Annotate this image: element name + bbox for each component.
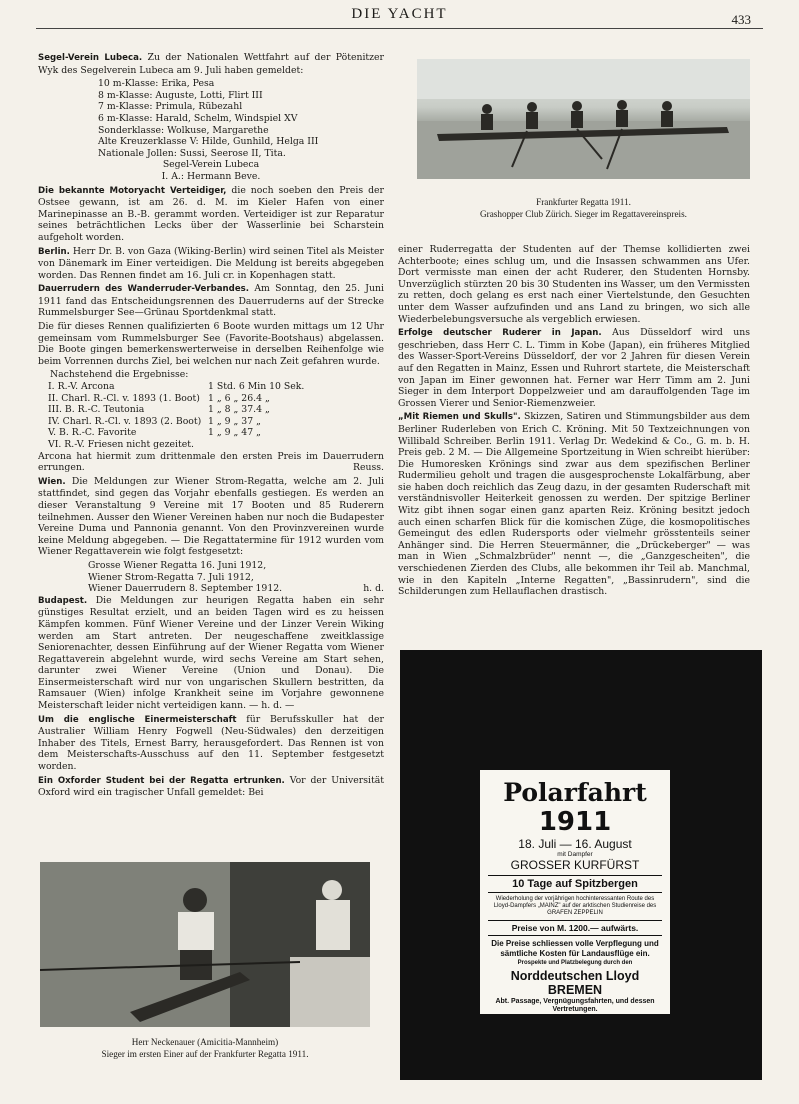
list-item: 8 m-Klasse: Auguste, Lotti, Flirt III — [98, 89, 263, 101]
list-item: Grosse Wiener Regatta 16. Juni 1912, — [88, 559, 267, 571]
table-row — [38, 381, 384, 393]
ad-abt: Abt. Passage, Vergnügungsfahrten, und dessen Vertretungen. — [495, 998, 655, 1013]
article-text — [38, 451, 384, 474]
article-einer — [38, 714, 384, 773]
table-row — [38, 416, 384, 428]
article-head: Um die englische Einermeisterschaft — [38, 714, 237, 725]
article-head: Berlin. — [38, 246, 70, 257]
result-name: IV. Charl. R.-Cl. v. 1893 (2. Boot) — [48, 415, 202, 427]
article-japan — [398, 327, 750, 409]
ad-year: 1911 — [538, 807, 612, 837]
article-budapest — [38, 595, 384, 712]
article-lubeca — [38, 52, 384, 76]
photo-caption — [417, 196, 750, 220]
result-name: VI. R.-V. Friesen nicht gezeitet. — [48, 439, 194, 450]
ad-small: Wiederholung der vorjährigen hochinteressanten Route des Lloyd-Dampfers „MAINZ" auf der arktischen Studienreise des GRAFEN ZEPPELIN — [493, 896, 657, 916]
rowing-photo — [417, 59, 750, 179]
article-dauerrudern — [38, 283, 384, 319]
article-head: Budapest. — [38, 595, 88, 606]
list-item: 6 m-Klasse: Harald, Schelm, Windspiel XV — [98, 112, 298, 124]
article-berlin — [38, 246, 384, 282]
article-text: Am Sonntag, den 25. Juni 1911 fand das Entscheidungsrennen des Dauerruderns auf der Strecke Rummelsburger See—Grünau Sportdenkmal statt. — [38, 283, 384, 319]
caption-line: Frankfurter Regatta 1911. — [536, 197, 631, 207]
table-row — [38, 427, 384, 439]
sculler-photo — [40, 862, 370, 1027]
result-time: 1 „ 8 „ 37.4 „ — [208, 404, 270, 416]
caption-line: Grashopper Club Zürich. Sieger im Regattavereinspreis. — [480, 209, 687, 219]
article-text: Die Meldungen zur heurigen Regatta haben ein sehr günstiges Resultat erzielt, und an beiden Tagen wird es zu heissen Kämpfen kommen. Fünf Wiener Vereine und der Linzer Verein Wiking werden am Start antreten. Der neugeschaffene zweitklassige Seniorenachter, dessen Einführung auf der Wiener Regatta vom Wiener Regattaverein abgelehnt wurde, wird sechs Vereine am Start sehen, darunter zwei Wiener Vereine (Union und Donau). Die Einsermeisterschaft wird nur von ungarischen Skullern bestritten, da Ramsauer (Wien) infolge Krankheit seine im Vorjahre gewonnene Meisterschaft leider nicht verteidigen kann. — h. d. — — [38, 594, 384, 712]
ad-preis: Preise von M. 1200.— aufwärts. — [488, 920, 662, 936]
page-number: 433 — [731, 12, 751, 27]
article-head: Segel-Verein Lubeca. — [38, 53, 143, 63]
caption-line: Sieger im ersten Einer auf der Frankfurter Regatta 1911. — [101, 1049, 309, 1059]
article-text: Zu der Nationalen Wettfahrt auf der Pötenitzer Wyk des Segelverein Lubeca am 9. Juli haben gemeldet: — [38, 52, 384, 76]
ad-ship: GROSSER KURFÜRST — [510, 858, 640, 872]
date-list — [38, 560, 384, 595]
article-skulls — [398, 411, 750, 598]
article-text: die noch soeben den Preis der Ostsee gewann, ist am 26. d. M. im Kieler Hafen von einer Marinepinasse an B.-B. gerammt worden. Verteidiger ist zur Reparatur seines beträchtlichen Lecks über der Wasserlinie bei Scharstein aufgeholt worden. — [38, 184, 384, 243]
ad-mit: mit Dampfer — [557, 851, 593, 858]
result-name: V. B. R.-C. Favorite — [48, 427, 137, 439]
table-row — [38, 393, 384, 405]
rowing-photo-illustration — [417, 59, 750, 179]
signature: I. A.: Hermann Beve. — [161, 170, 261, 182]
article-motoryacht — [38, 185, 384, 244]
article-text: Skizzen, Satiren und Stimmungsbilder aus dem Berliner Ruderleben von Erich C. Kröning. Mit 50 Textzeichnungen von Willibald Schreiber. Berlin 1911. Verlag Dr. Wedekind & Co., G. m. b. H. Preis geb. 2 M. — Die Allgemeine Sportzeitung in Wien schreibt hierüber: Die Humoresken Krönings sind zwar aus dem spezifischen Berliner Rudermilieu geholt und tragen die ausgesprochenste Lokalfärbung, aber sie haben doch reichlich das Zeug dazu, in der gesamten Ruderschaft mit verständnisvoller Heiterkeit genossen zu werden. Der spitzige Berliner Witz gibt ihnen sogar einen ganz aparten Reiz. Kröning besitzt jedoch auch einen scharfen Blick für die komischen Züge, die kosmopolitisches Gemeingut des edlen Rudersports oder vielmehr grösstenteils seiner Anhänger sind. Die Herren Steuermänner, die „Drückeberger" — was man in Wien „Schmalzbrüder" nennt —, die „Ganzgescheiten", die verschiedenen Zierden des Clubs, alle bekommen ihr Teil ab. Manchmal, wie in den Kapiteln „Interne Regatten", „Bassinrudern", sind die Schilderungen zum Hellauflachen drastisch. — [398, 411, 750, 598]
list-item — [88, 583, 384, 595]
result-time: 1 „ 9 „ 37 „ — [208, 415, 261, 427]
caption-line: Herr Neckenauer (Amicitia-Mannheim) — [131, 1037, 279, 1047]
article-text: Herr Dr. B. von Gaza (Wiking-Berlin) wird seinen Titel als Meister von Dänemark im Einer verteidigen. Die Meldung ist bereits abgegeben worden. Das Rennen findet am 16. Juli cr. in Kopenhagen statt. — [38, 245, 384, 281]
advertisement — [400, 650, 762, 1080]
sculler-photo-illustration — [40, 862, 370, 1027]
result-time — [208, 439, 358, 451]
article-text: Vor der Universität Oxford wird ein tragischer Unfall gemeldet: Bei — [38, 774, 384, 799]
result-name: II. Charl. R.-Cl. v. 1893 (1. Boot) — [48, 392, 200, 404]
list-item: Nationale Jollen: Sussi, Seerose II, Tita. — [98, 147, 286, 159]
article-head: Dauerrudern des Wanderruder-Verbandes. — [38, 284, 250, 295]
list-item: 7 m-Klasse: Primula, Rübezahl — [98, 101, 243, 113]
article-wien — [38, 476, 384, 558]
ad-title: Polarfahrt — [503, 778, 647, 807]
ad-incl: Die Preise schliessen volle Verpflegung und sämtliche Kosten für Landausflüge ein. — [491, 939, 659, 958]
result-time: 1 Std. 6 Min 10 Sek. — [208, 381, 305, 393]
ad-bremen: BREMEN — [547, 983, 603, 997]
article-text: Arcona hat hiermit zum drittenmale den ersten Preis im Dauerrudern errungen. — [38, 450, 384, 474]
ad-dates: 18. Juli — 16. August — [518, 837, 632, 851]
article-head: Die bekannte Motoryacht Verteidiger, — [38, 185, 227, 196]
article-text: für Berufsskuller hat der Australier William Henry Fogwell (Neu-Südwales) den derzeitigen Inhaber des Titels, Ernest Barry, herausgefordert. Das Rennen ist von dem Meisterschafts-Ausschuss auf den 11. September festgesetzt worden. — [38, 713, 384, 773]
table-row — [38, 404, 384, 416]
results-table — [38, 381, 384, 451]
list-item: Alte Kreuzerklasse V: Hilde, Gunhild, Helga III — [98, 136, 319, 148]
signature: Segel-Verein Lubeca — [162, 159, 260, 171]
entry-list — [38, 78, 384, 159]
header-rule — [36, 28, 763, 29]
result-name: I. R.-V. Arcona — [48, 381, 115, 393]
article-text: einer Ruderregatta der Studenten auf der Themse kollidierten zwei Achterboote; eines schlug um, und die Insassen schwammen ans Ufer. Dort vermisste man einen der acht Ruderer, den Studenten Hornsby. Unverzüglich stürzten 20 bis 30 Studenten ins Wasser, um den Vermissten zu retten, doch gelang es erst nach einer Viertelstunde, den Gesuchten unter dem Wasser aufzufinden und ans Land zu bringen, wo sich alle Wiederbelebungsversuche als vergeblich erwiesen. — [398, 244, 750, 325]
article-head: „Mit Riemen und Skulls". — [398, 412, 521, 423]
table-row — [38, 439, 384, 451]
ad-panel — [480, 770, 670, 1014]
page-title: DIE YACHT — [351, 6, 448, 22]
result-time: 1 „ 9 „ 47 „ — [208, 427, 261, 439]
list-item: 10 m-Klasse: Erika, Pesa — [98, 78, 215, 90]
ad-tage: 10 Tage auf Spitzbergen — [488, 875, 662, 893]
result-time: 1 „ 6 „ 26.4 „ — [208, 392, 270, 404]
article-text: Die Meldungen zur Wiener Strom-Regatta, welche am 2. Juli stattfindet, sind gegen das Vorjahr ebenfalls gestiegen. Es werden an dieser Veranstaltung 9 Vereine mit 17 Booten und 85 Ruderern teilnehmen. Ausser den Wiener Vereinen haben nur noch die Budapester Vereine Duma und Pannonia genannt. Von den Provinzvereinen wurde keine Meldung abgegeben. — Die Regattatermine für 1912 wurden vom Wiener Regattaverein wie folgt festgesetzt: — [38, 475, 384, 558]
article-head: Ein Oxforder Student bei der Regatta ertrunken. — [38, 775, 285, 786]
ad-lloyd: Norddeutschen Lloyd — [510, 969, 640, 983]
photo-caption — [40, 1036, 370, 1060]
results-head: Nachstehend die Ergebnisse: — [50, 369, 189, 381]
signature: Reuss. — [353, 462, 384, 474]
article-text: Die für dieses Rennen qualifizierten 6 Boote wurden mittags um 12 Uhr gemeinsam vom Rummelsburger See (Favorite-Bootshaus) abgelassen. Die Boote gingen bemerkenswerterweise in derselben Reihenfolge wie beim Vorrennen durchs Ziel, bei welchen nur nach Zeit gefahren wurde. — [38, 321, 384, 367]
right-column — [398, 244, 750, 646]
list-item: Sonderklasse: Wolkuse, Margarethe — [98, 124, 269, 136]
list-item: Wiener Strom-Regatta 7. Juli 1912, — [88, 571, 254, 583]
article-text: Aus Düsseldorf wird uns geschrieben, dass Herr C. L. Timm in Kobe (Japan), ein früheres Mitglied des Wasser-Sport-Vereins Düsseldorf, der vor 2 Jahren für diesen Verein auf den Regatten in Mainz, Essen und Ruhrort startete, die Meisterschaft von Japan im Einer gewonnen hat. Ferner war Herr Timm am 2. Juni Sieger in dem Interport Doppelzweier und am darauffolgenden Tage im Grossen Vierer und Senior-Riemenzweier. — [398, 327, 750, 409]
date-text: Wiener Dauerrudern 8. September 1912. — [88, 583, 283, 595]
article-head: Erfolge deutscher Ruderer in Japan. — [398, 328, 602, 339]
article-head: Wien. — [38, 476, 66, 487]
signature: h. d. — [363, 583, 384, 595]
result-name: III. B. R.-C. Teutonia — [48, 404, 145, 416]
article-oxford — [38, 775, 384, 799]
left-column — [38, 52, 384, 844]
ad-prosp: Prospekte und Platzbelegung durch den — [517, 960, 633, 966]
